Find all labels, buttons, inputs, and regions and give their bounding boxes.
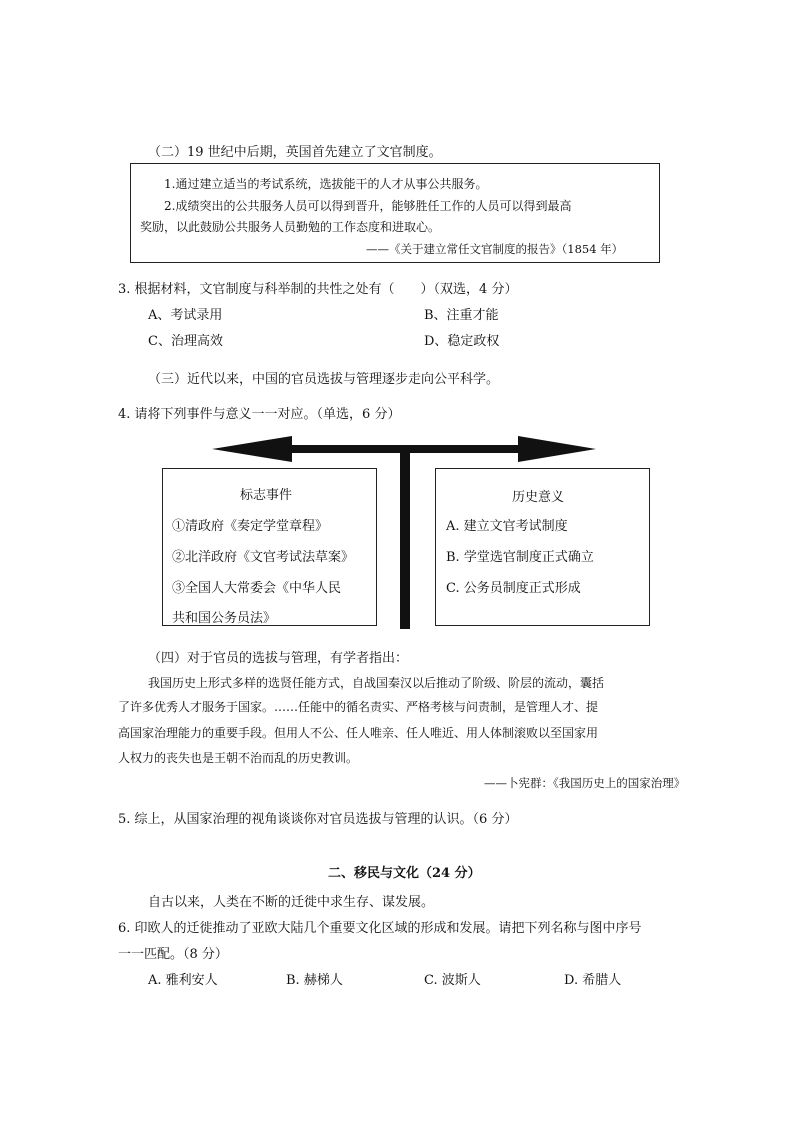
q6-stem-line-2: 一一匹配。（8 分） — [118, 947, 228, 962]
significance-item-a[interactable]: A. 建立文官考试制度 — [446, 519, 568, 534]
q6-option-c[interactable]: C. 波斯人 — [424, 973, 481, 988]
q6-option-b[interactable]: B. 赫梯人 — [286, 973, 343, 988]
part2-quote-line-1: 1.通过建立适当的考试系统，选拔能干的人才从事公共服务。 — [164, 177, 488, 191]
part4-intro: （四）对于官员的选拔与管理，有学者指出： — [148, 651, 409, 666]
event-item-2[interactable]: ②北洋政府《文官考试法草案》 — [172, 550, 355, 565]
q3-option-a[interactable]: A、考试录用 — [148, 308, 223, 323]
part3-intro: （三）近代以来，中国的官员选拔与管理逐步走向公平科学。 — [148, 372, 500, 387]
q6-stem-line-1: 6. 印欧人的迁徙推动了亚欧大陆几个重要文化区域的形成和发展。请把下列名称与图中序号 — [118, 921, 642, 936]
section2-title: 二、移民与文化（24 分） — [328, 866, 481, 881]
significance-title: 历史意义 — [512, 490, 565, 505]
section2-intro: 自古以来，人类在不断的迁徙中求生存、谋发展。 — [148, 895, 435, 910]
q5-stem: 5. 综上，从国家治理的视角谈谈你对官员选拔与管理的认识。（6 分） — [118, 812, 518, 827]
part4-quote-line-3: 高国家治理能力的重要手段。但用人不公、任人唯亲、任人唯近、用人体制滚败以至国家用 — [118, 726, 599, 740]
event-item-3[interactable]: ③全国人大常委会《中华人民 — [172, 581, 342, 596]
part4-quote-line-1: 我国历史上形式多样的选贤任能方式，自战国秦汉以后推动了阶级、阶层的流动，囊括 — [148, 676, 605, 690]
events-title: 标志事件 — [240, 488, 293, 503]
event-item-3-continued: 共和国公务员法》 — [172, 611, 277, 626]
q4-stem: 4. 请将下列事件与意义一一对应。（单选，6 分） — [118, 407, 401, 422]
part4-quote-line-4: 人权力的丧失也是王朝不治而乱的历史教训。 — [118, 751, 359, 765]
part2-quote-line-2: 2.成绩突出的公共服务人员可以得到晋升，能够胜任工作的人员可以得到最高 — [164, 199, 572, 213]
arrow-stem — [400, 449, 410, 629]
significance-item-b[interactable]: B. 学堂选官制度正式确立 — [446, 550, 594, 565]
q3-option-c[interactable]: C、治理高效 — [148, 334, 223, 349]
part4-quote-line-2: 了许多优秀人才服务于国家。……任能中的循名责实、严格考核与问责制，是管理人才、提 — [118, 700, 599, 714]
part2-quote-source: ——《关于建立常任文官制度的报告》（1854 年） — [366, 242, 624, 256]
q3-option-b[interactable]: B、注重才能 — [424, 308, 499, 323]
part2-intro: （二）19 世纪中后期，英国首先建立了文官制度。 — [148, 145, 442, 160]
part2-quote-line-3: 奖励，以此鼓励公共服务人员勤勉的工作态度和进取心。 — [140, 220, 441, 234]
q3-option-d[interactable]: D、稳定政权 — [424, 334, 500, 349]
event-item-1[interactable]: ①清政府《奏定学堂章程》 — [172, 519, 329, 534]
q6-option-a[interactable]: A. 雅利安人 — [148, 973, 218, 988]
q6-option-d[interactable]: D. 希腊人 — [564, 973, 622, 988]
q3-stem: 3. 根据材料，文官制度与科举制的共性之处有（ ）（双选，4 分） — [118, 282, 518, 297]
significance-item-c[interactable]: C. 公务员制度正式形成 — [446, 581, 581, 596]
part4-quote-source: ——卜宪群：《我国历史上的国家治理》 — [484, 776, 686, 790]
